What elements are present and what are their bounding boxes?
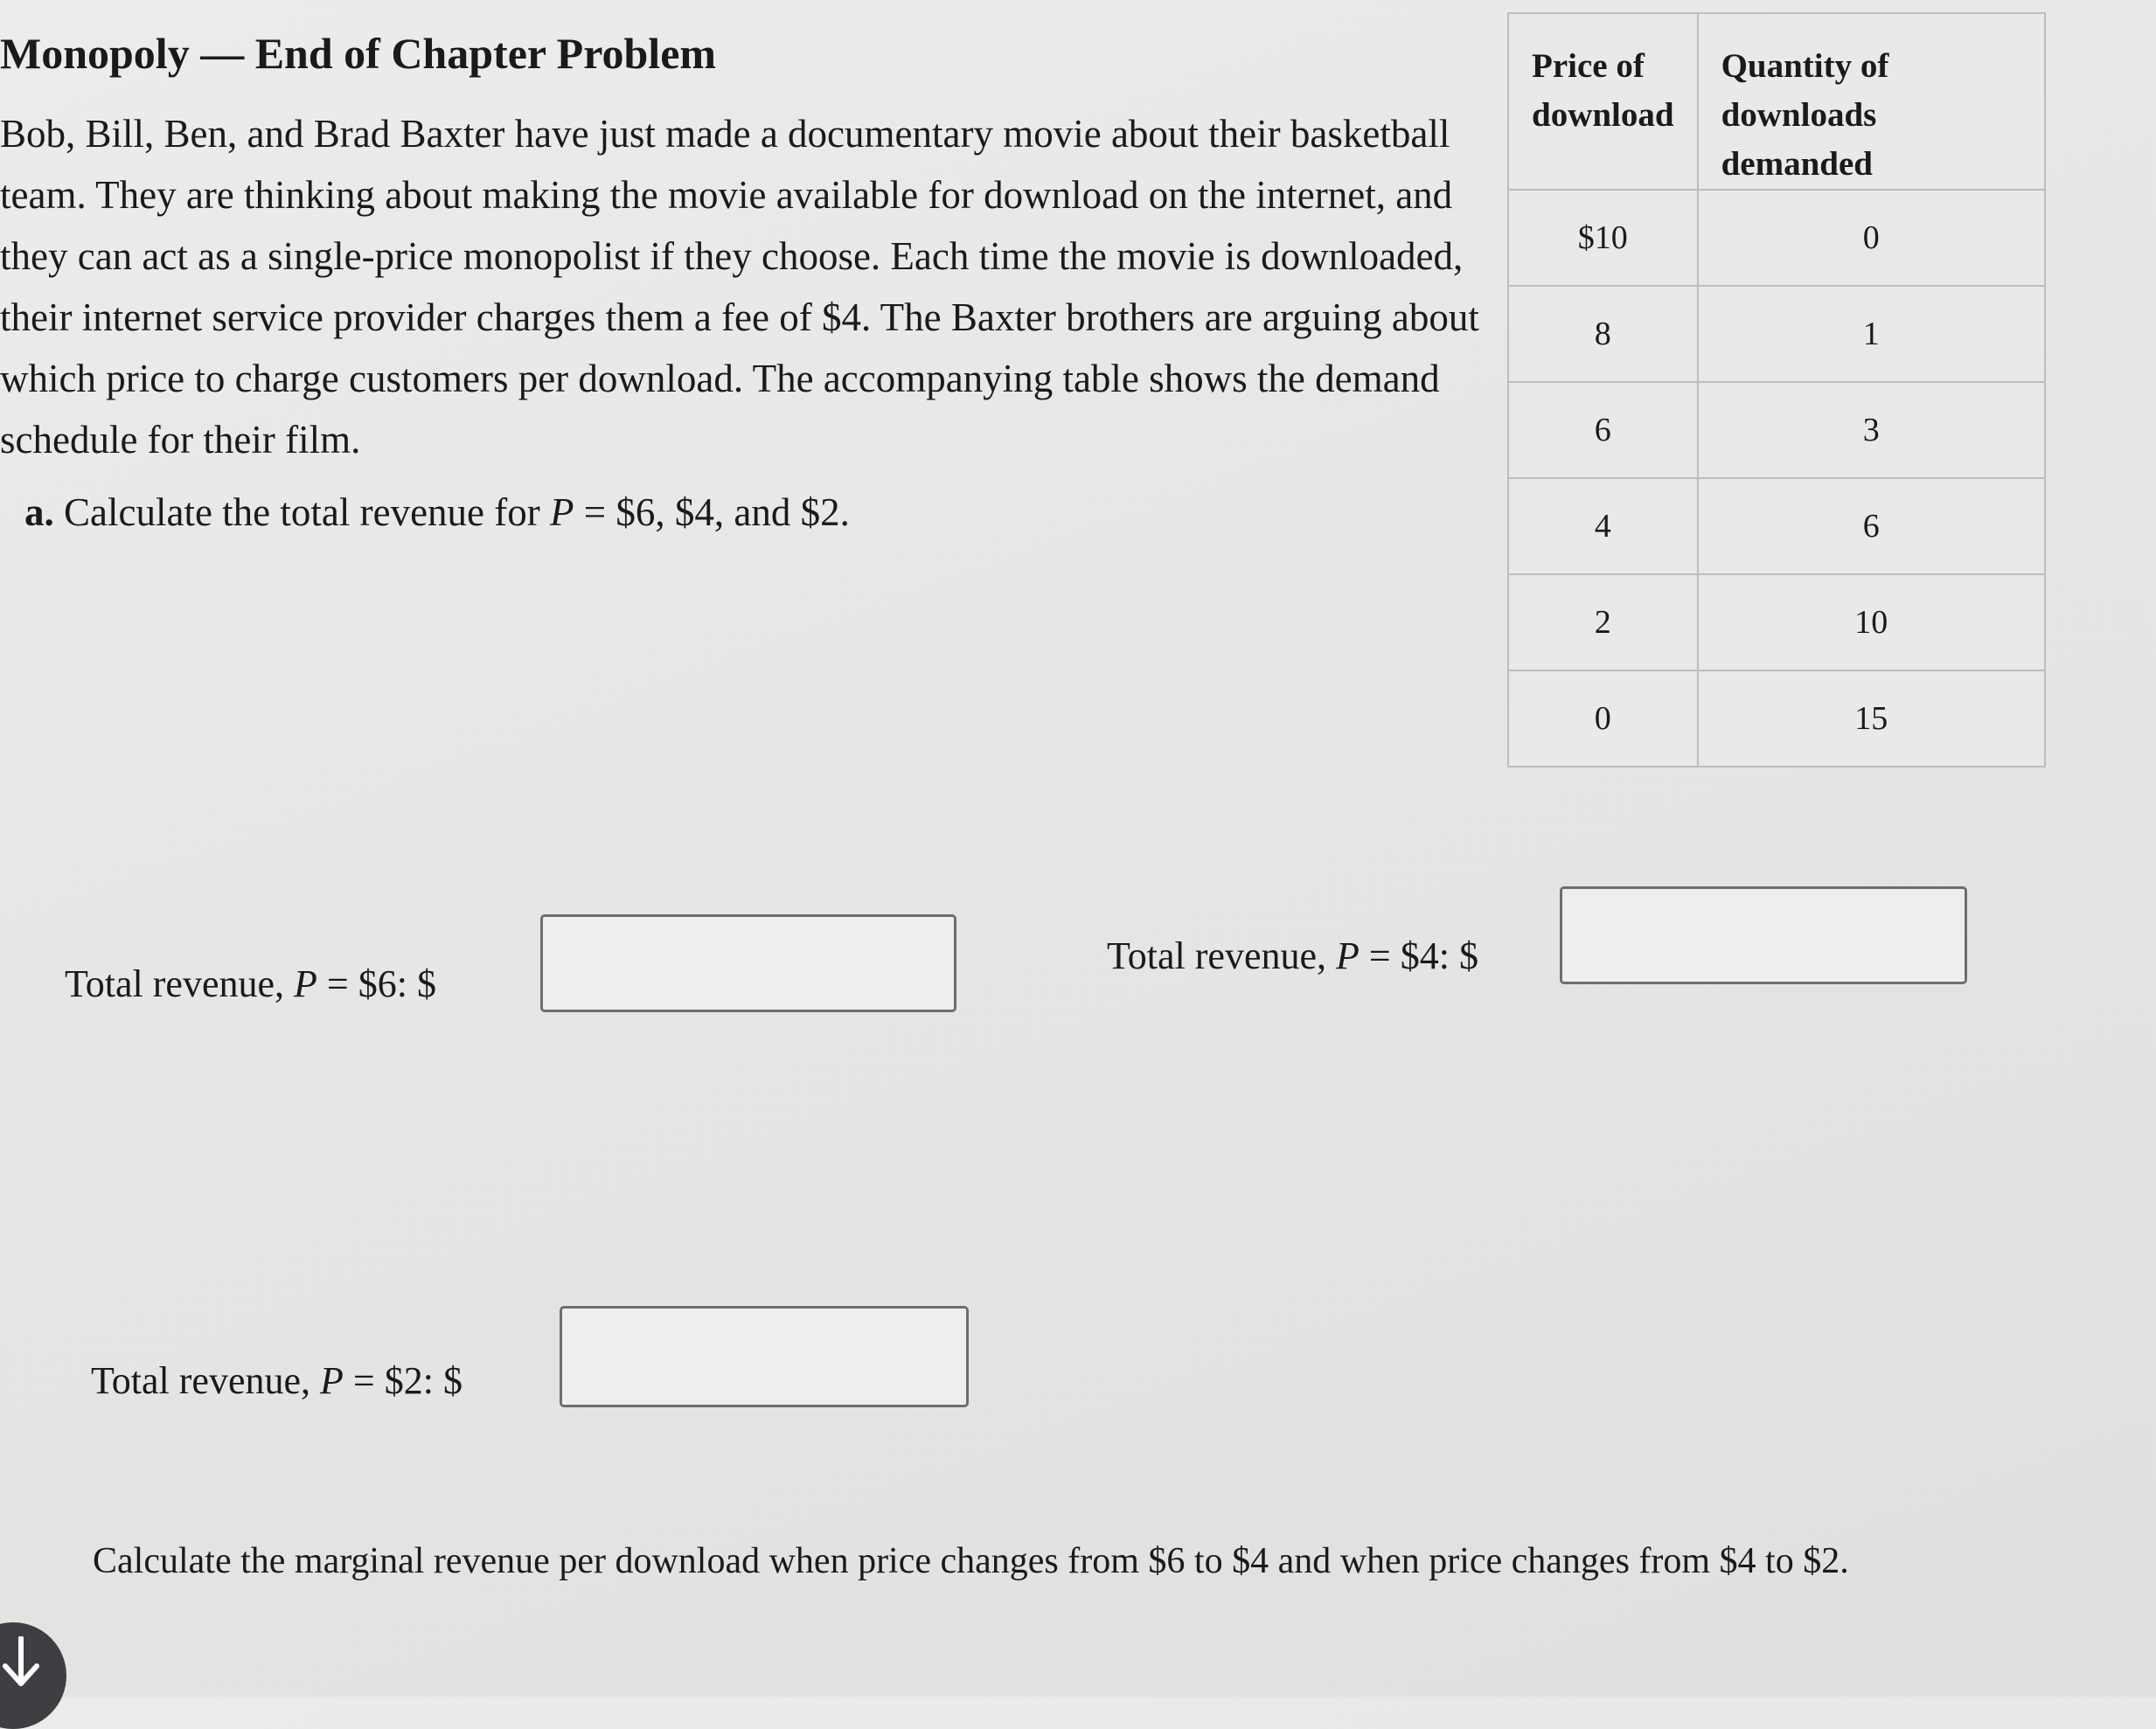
tr4-var: P: [1336, 934, 1360, 977]
table-row: [1508, 190, 2045, 286]
table-header-row: [1508, 13, 2045, 190]
price-cell: 0: [1508, 670, 1698, 767]
question-a-label: a.: [24, 490, 54, 534]
price-cell: $10: [1508, 190, 1698, 286]
question-a-var: P: [550, 490, 574, 534]
tr2-var: P: [320, 1359, 344, 1402]
table-row: [1508, 286, 2045, 382]
quantity-cell: 15: [1698, 670, 2045, 767]
quantity-cell: 10: [1698, 574, 2045, 670]
tr2-suffix: = $2: $: [343, 1359, 462, 1402]
tr4-suffix: = $4: $: [1359, 934, 1478, 977]
total-revenue-p4-input[interactable]: [1560, 886, 1967, 984]
tr6-suffix: = $6: $: [316, 962, 436, 1005]
question-a-text: Calculate the total revenue for: [64, 490, 550, 534]
tr4-prefix: Total revenue,: [1107, 934, 1337, 977]
table-row: [1508, 670, 2045, 767]
table-row: [1508, 574, 2045, 670]
tr2-prefix: Total revenue,: [91, 1359, 321, 1402]
table-row: [1508, 478, 2045, 574]
header-quantity: Quantity of downloads demanded: [1698, 13, 2045, 190]
problem-intro: Bob, Bill, Ben, and Brad Baxter have just made a documentary movie about their basketball team. They are thinking about making the movie available for download on the internet, and they can act as a single-price monopolist if they choose. Each time the movie is downloaded, their internet service provider charges them a fee of $4. The Baxter brothers are arguing about which price to charge customers per download. The accompanying table shows the demand schedule for their film.: [0, 112, 1479, 462]
price-cell: 8: [1508, 286, 1698, 382]
total-revenue-p6-label: [65, 962, 436, 1006]
price-cell: 4: [1508, 478, 1698, 574]
quantity-cell: 3: [1698, 382, 2045, 478]
total-revenue-p4-label: [1107, 934, 1478, 978]
price-cell: 6: [1508, 382, 1698, 478]
total-revenue-p2-input[interactable]: [560, 1306, 969, 1407]
question-a-values: = $6, $4, and $2.: [574, 490, 850, 534]
quantity-cell: 6: [1698, 478, 2045, 574]
page-title: Monopoly — End of Chapter Problem: [0, 29, 717, 78]
tr6-var: P: [294, 962, 317, 1005]
header-price: Price of download: [1508, 13, 1698, 190]
quantity-cell: 0: [1698, 190, 2045, 286]
tr6-prefix: Total revenue,: [65, 962, 295, 1005]
demand-schedule-table: [1507, 12, 2046, 767]
question-a: [24, 490, 850, 535]
total-revenue-p6-input[interactable]: [540, 914, 956, 1012]
table-row: [1508, 382, 2045, 478]
price-cell: 2: [1508, 574, 1698, 670]
total-revenue-p2-label: [91, 1358, 462, 1403]
scroll-down-button[interactable]: [0, 1622, 66, 1729]
marginal-revenue-prompt: Calculate the marginal revenue per download when price changes from $6 to $4 and when price changes from $4 to $2.: [93, 1541, 1849, 1581]
arrow-down-icon: [2, 1636, 40, 1689]
quantity-cell: 1: [1698, 286, 2045, 382]
